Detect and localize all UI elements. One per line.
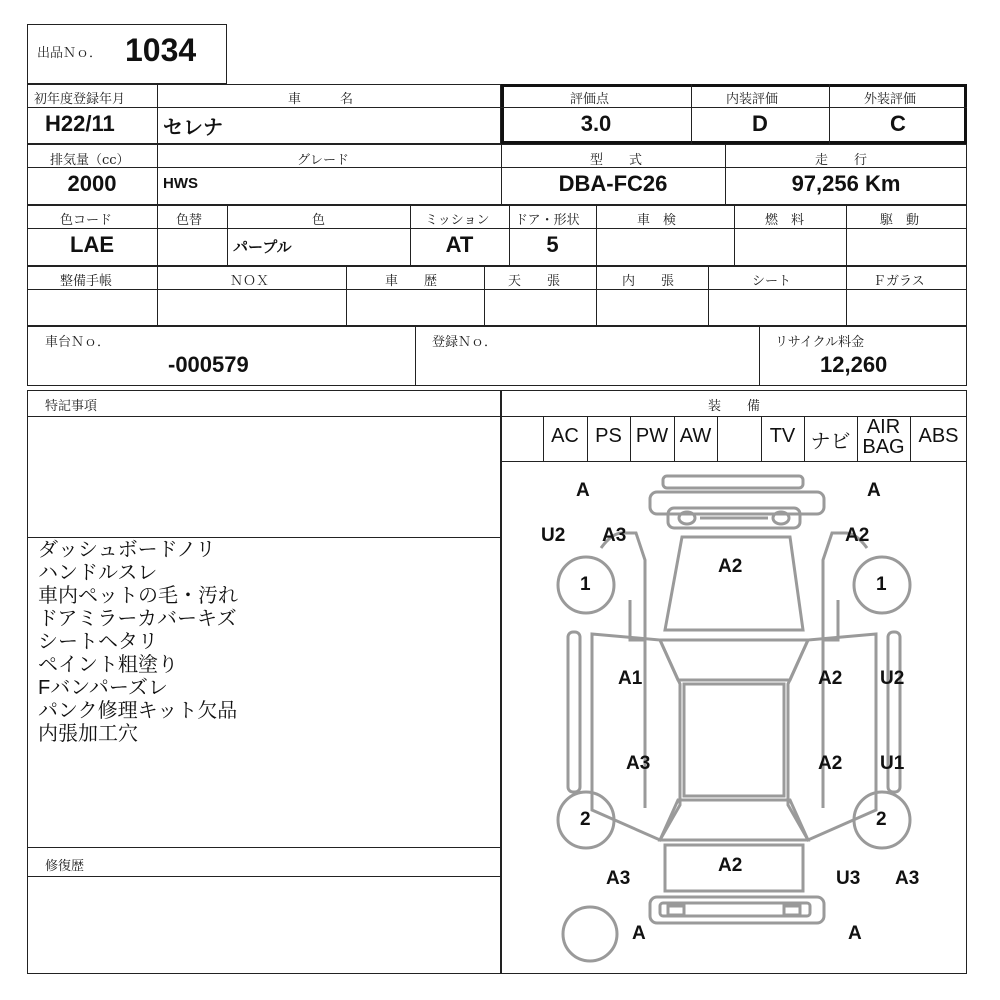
color-value: パープル — [233, 239, 292, 256]
color-code-label: 色コード — [60, 213, 113, 228]
note-line: ダッシュボードノリ — [38, 539, 216, 561]
roof — [684, 684, 784, 796]
mark-rr-u3: U3 — [836, 868, 861, 889]
mark-rear-right: A — [848, 923, 862, 944]
repaint-label: 色替 — [176, 213, 203, 228]
mark-hood: A2 — [718, 556, 743, 577]
displacement-value: 2000 — [67, 171, 117, 196]
mark-wheel-fr: 1 — [876, 574, 887, 595]
mark-front-left: A — [576, 480, 590, 501]
reg-date-label: 初年度登録年月 — [34, 92, 126, 107]
front-fender-left — [601, 533, 645, 640]
color-label: 色 — [312, 213, 326, 228]
note-line: 車内ペットの毛・汚れ — [38, 585, 238, 607]
ceiling-label: 天 張 — [508, 274, 561, 289]
mirror-left — [568, 632, 580, 792]
equip-abs: ABS — [918, 425, 959, 447]
equip-ac: AC — [551, 425, 579, 447]
note-line: Fバンパーズレ — [38, 677, 168, 699]
mission-value: AT — [445, 232, 474, 257]
grade-label: グレード — [297, 153, 350, 168]
equip-navi: ナビ — [810, 431, 851, 453]
mark-wheel-rl: 2 — [580, 809, 591, 830]
equip-ps: PS — [595, 425, 622, 447]
inner-trim-label: 内 張 — [622, 274, 675, 289]
mileage-value: 97,256 Km — [791, 171, 901, 196]
hood-outline — [665, 537, 803, 630]
grade-value: HWS — [163, 175, 198, 192]
notes-label: 特記事項 — [45, 399, 98, 414]
car-name-label: 車 名 — [288, 92, 354, 107]
car-diagram — [502, 462, 966, 973]
rear-lamp-left — [668, 906, 684, 915]
mark-rear-gate: A2 — [718, 855, 743, 876]
mileage-label: 走 行 — [815, 153, 868, 168]
row4-frame — [27, 266, 967, 326]
equip-pw: PW — [635, 425, 669, 447]
mark-front-right: A — [867, 480, 881, 501]
lot-label: 出品Ｎｏ． — [37, 46, 103, 61]
equipment-label: 装 備 — [708, 399, 761, 414]
note-line: ペイント粗塗り — [38, 654, 178, 676]
exterior-value: C — [890, 111, 906, 136]
chassis-label: 車台Ｎｏ． — [45, 335, 111, 350]
spare-tire — [563, 907, 617, 961]
mark-rear-door-right: A2 — [818, 753, 843, 774]
car-name-value: セレナ — [163, 117, 223, 139]
score-label: 評価点 — [570, 92, 610, 107]
note-line: シートヘタリ — [38, 631, 158, 653]
mark-fr-a2: A2 — [845, 525, 870, 546]
mark-wheel-rr: 2 — [876, 809, 887, 830]
body-side-left — [592, 634, 680, 840]
door-label: ドア・形状 — [515, 213, 580, 228]
rear-window — [660, 800, 808, 840]
displacement-label: 排気量（cc） — [50, 153, 130, 168]
note-line: ドアミラーカバーキズ — [38, 608, 237, 630]
drive-label: 駆 動 — [880, 213, 920, 228]
mark-rr-a3: A3 — [895, 868, 920, 889]
registration-number-label: 登録Ｎｏ． — [432, 335, 498, 350]
mission-label: ミッション — [425, 213, 490, 228]
note-line: 内張加工穴 — [38, 723, 138, 745]
front-fender-right — [823, 533, 867, 640]
repair-history-label: 修復歴 — [45, 859, 85, 874]
mark-right-u2: U2 — [880, 668, 905, 689]
mark-wheel-fl: 1 — [580, 574, 591, 595]
fuel-label: 燃 料 — [765, 213, 805, 228]
note-line: ハンドルスレ — [38, 562, 158, 584]
mark-right-u1: U1 — [880, 753, 905, 774]
inspection-label: 車 検 — [637, 213, 677, 228]
equip-tv: TV — [769, 425, 796, 447]
recycle-fee-value: 12,260 — [820, 352, 888, 377]
windshield — [660, 640, 808, 680]
mark-rear-left: A — [632, 923, 646, 944]
model-label: 型 式 — [590, 153, 643, 168]
exterior-label: 外装評価 — [864, 92, 917, 107]
score-value: 3.0 — [580, 111, 612, 136]
front-bumper-top — [663, 476, 803, 488]
interior-value: D — [752, 111, 768, 136]
seat-label: シート — [752, 274, 792, 289]
model-value: DBA-FC26 — [558, 171, 668, 196]
mark-fl-u2: U2 — [541, 525, 566, 546]
mark-fl-a3: A3 — [602, 525, 627, 546]
note-line: パンク修理キット欠品 — [38, 700, 238, 722]
mark-rear-door-left: A3 — [626, 753, 651, 774]
interior-label: 内装評価 — [726, 92, 779, 107]
mark-front-door-left: A1 — [618, 668, 643, 689]
mark-front-door-right: A2 — [818, 668, 843, 689]
equip-airbag-bottom: BAG — [862, 436, 905, 458]
equip-airbag-top: AIR — [866, 416, 901, 438]
equip-aw: AW — [679, 425, 712, 447]
nox-label: ＮＯＸ — [230, 274, 270, 289]
lot-number: 1034 — [125, 32, 197, 68]
color-code-value: LAE — [70, 232, 114, 257]
recycle-fee-label: リサイクル料金 — [775, 335, 865, 350]
reg-date-value: H22/11 — [45, 111, 115, 136]
front-glass-label: Ｆガラス — [873, 274, 925, 289]
maintenance-record-label: 整備手帳 — [60, 274, 113, 289]
body-side-right — [788, 634, 876, 840]
rear-lamp-right — [784, 906, 800, 915]
mark-rl-a3: A3 — [606, 868, 631, 889]
door-value: 5 — [546, 232, 559, 257]
rear-bumper — [650, 897, 824, 923]
history-label: 車 歴 — [385, 274, 438, 289]
chassis-value: -000579 — [168, 352, 249, 377]
